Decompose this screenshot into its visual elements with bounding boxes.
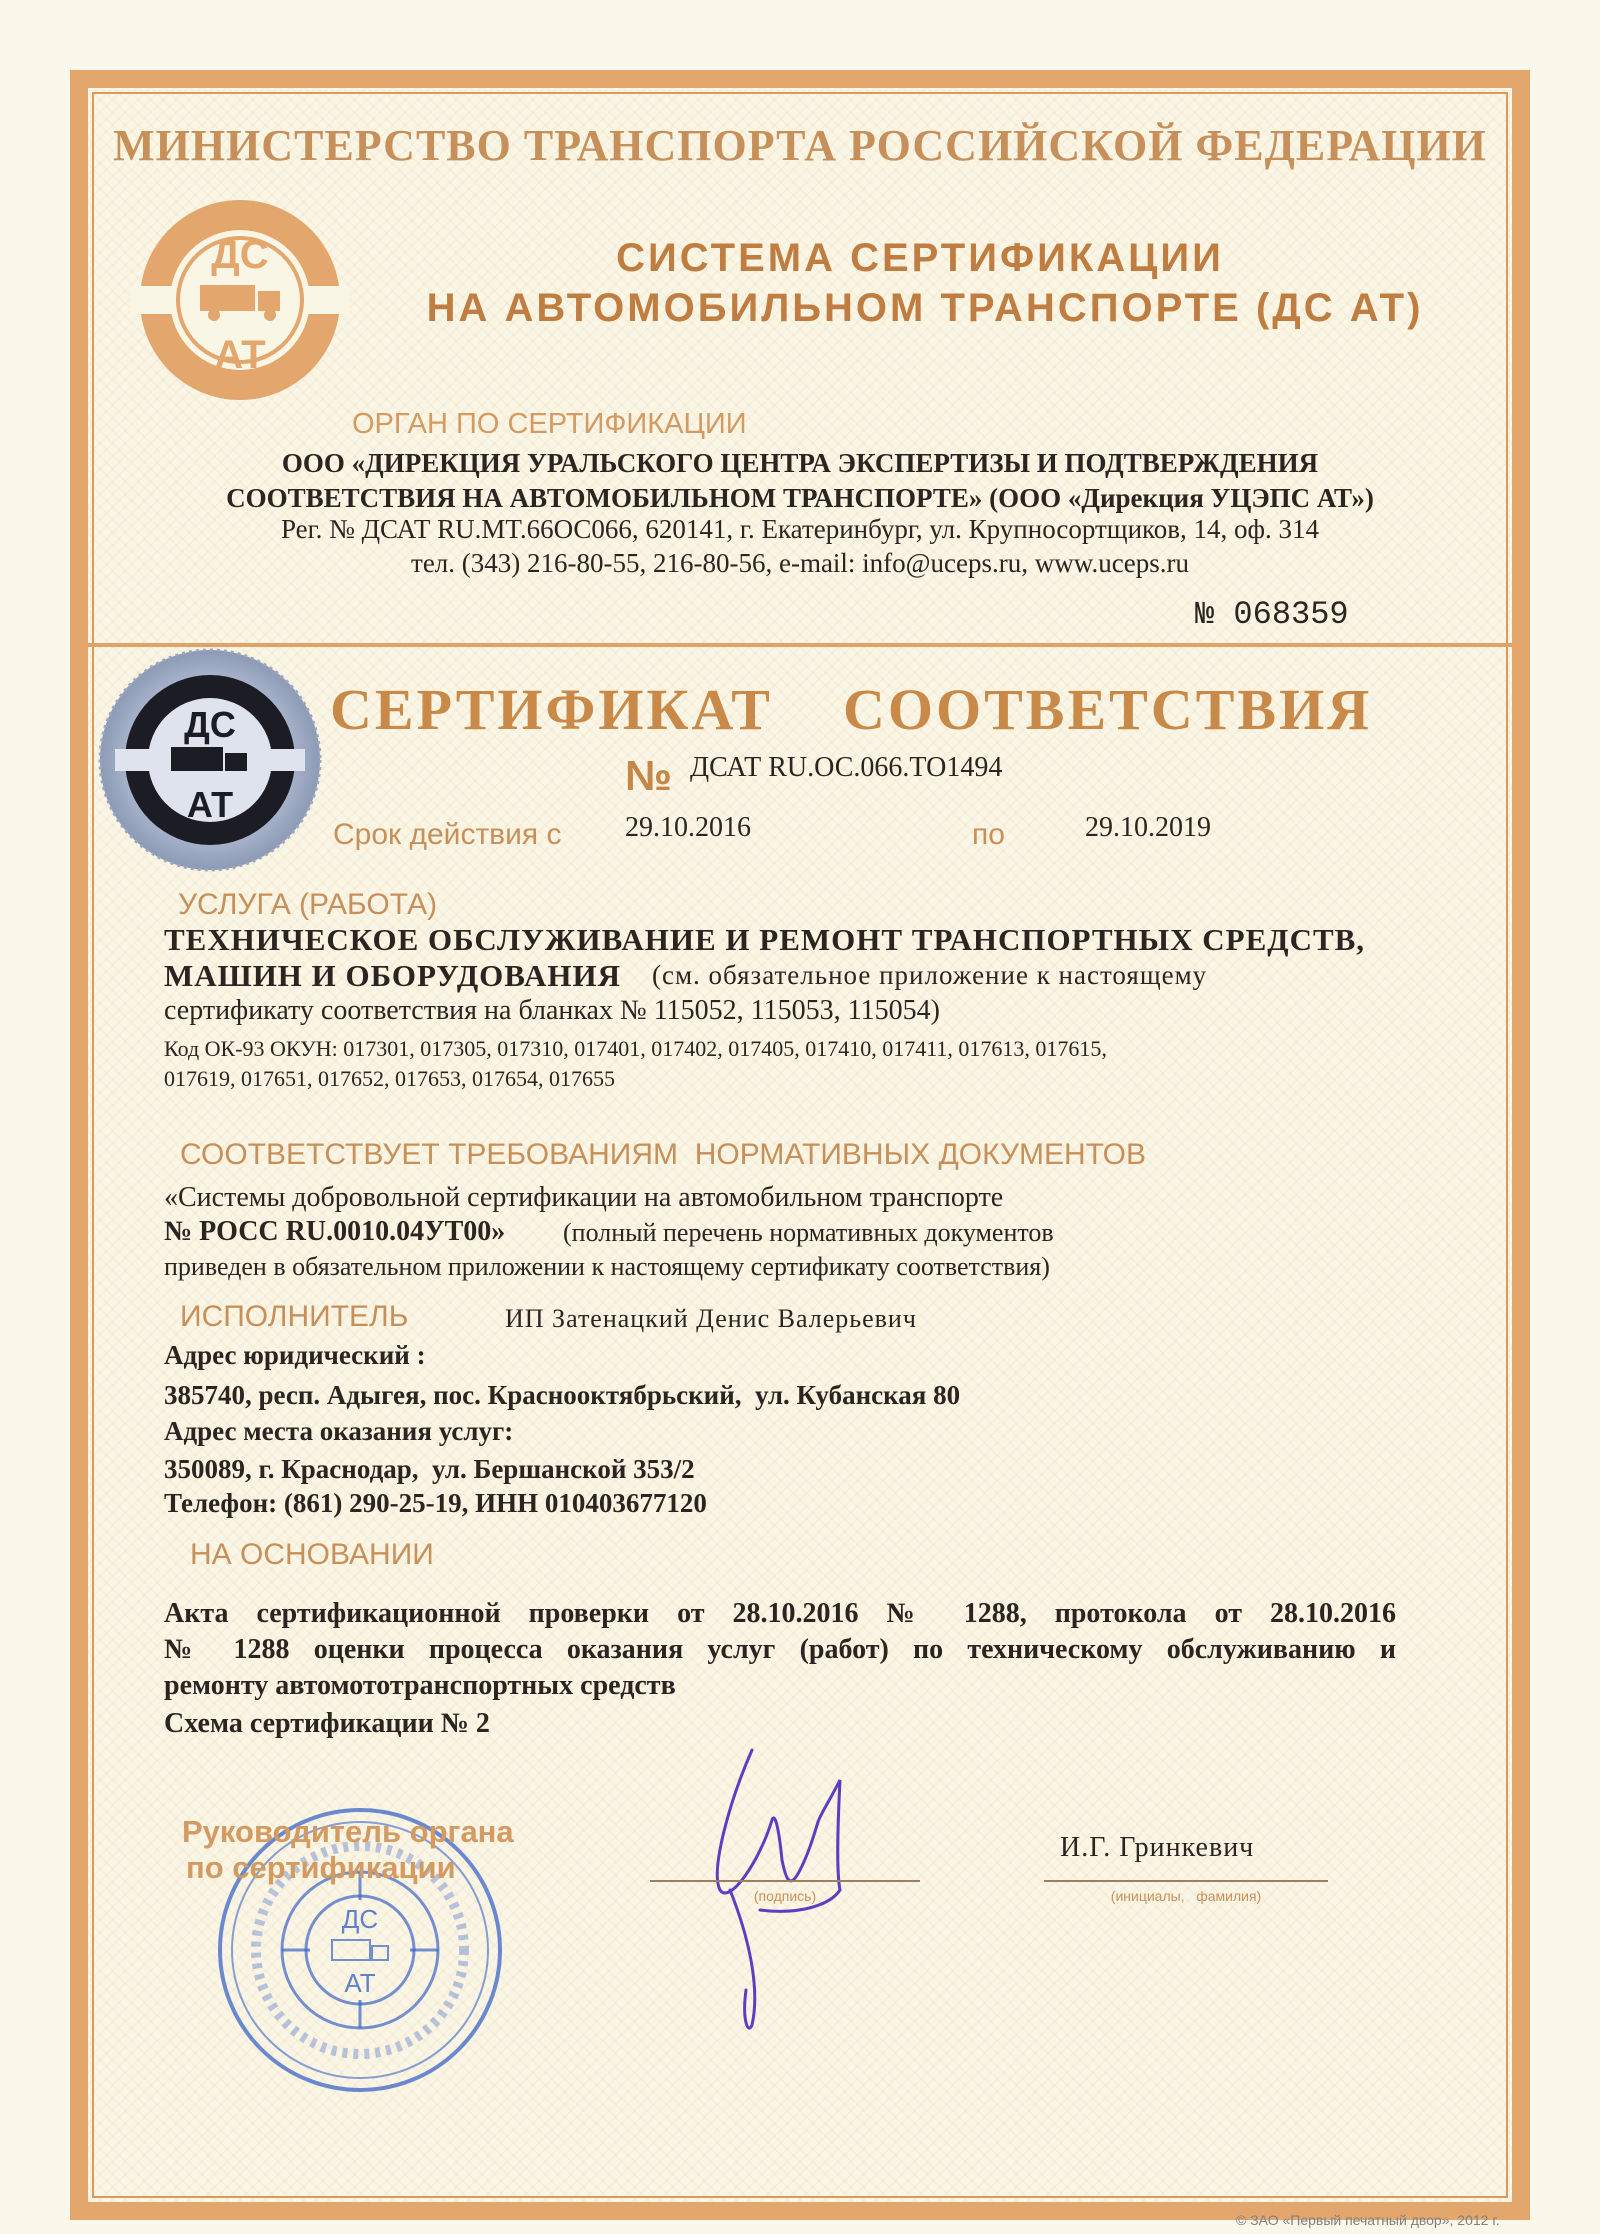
basis-line2: № 1288 оценки процесса оказания услуг (работ) по техническому обслуживанию и	[164, 1634, 1396, 1665]
service-address: 350089, г. Краснодар, ул. Бершанской 353/2	[164, 1454, 695, 1484]
system-title-line2: НА АВТОМОБИЛЬНОМ ТРАНСПОРТЕ (ДС АТ)	[426, 286, 1424, 330]
legal-address-label: Адрес юридический :	[164, 1340, 426, 1370]
valid-to-date: 29.10.2019	[1085, 812, 1211, 843]
basis-label: НА ОСНОВАНИИ	[190, 1538, 434, 1571]
head-name: И.Г. Гринкевич	[1060, 1832, 1255, 1863]
hologram-bottom-text: АТ	[186, 784, 234, 825]
certificate-number: ДСАТ RU.ОС.066.ТО1494	[690, 752, 1003, 783]
executor-name: ИП Затенацкий Денис Валерьевич	[505, 1304, 917, 1333]
organ-name-line1: ООО «ДИРЕКЦИЯ УРАЛЬСКОГО ЦЕНТРА ЭКСПЕРТИЗЫ И ПОДТВЕРЖДЕНИЯ	[281, 448, 1319, 478]
service-address-label: Адрес места оказания услуг:	[164, 1416, 514, 1446]
head-of-body-label-line2: по сертификации	[186, 1850, 456, 1885]
legal-address: 385740, респ. Адыгея, пос. Краснооктябрьский, ул. Кубанская 80	[164, 1380, 961, 1410]
blank-number: № 068359	[1195, 596, 1349, 633]
logo-bottom-text: АТ	[214, 333, 266, 377]
printer-imprint: © ЗАО «Первый печатный двор», 2012 г.	[1236, 2212, 1500, 2228]
organ-name-line2: СООТВЕТСТВИЯ НА АВТОМОБИЛЬНОМ ТРАНСПОРТЕ» (ООО «Дирекция УЦЭПС АТ»)	[226, 483, 1374, 513]
okp-codes-line1: Код ОК-93 ОКУН: 017301, 017305, 017310, 017401, 017402, 017405, 017410, 017411, 017613, 017615,	[164, 1036, 1107, 1061]
signature-line	[650, 1880, 920, 1882]
requirements-line2-bold: № РОСС RU.0010.04УТ00»	[164, 1216, 506, 1247]
service-label: УСЛУГА (РАБОТА)	[178, 888, 438, 921]
organ-contacts: тел. (343) 216-80-55, 216-80-56, e-mail: info@uceps.ru, www.uceps.ru	[411, 548, 1189, 578]
name-caption: (инициалы, фамилия)	[1110, 1888, 1262, 1904]
certificate-title: СЕРТИФИКАТ СООТВЕТСТВИЯ	[330, 677, 1373, 742]
requirements-line3: приведен в обязательном приложении к настоящему сертификату соответствия)	[164, 1252, 1050, 1281]
stamp-bottom-text: АТ	[344, 1968, 376, 1998]
service-line2-bold: МАШИН И ОБОРУДОВАНИЯ	[164, 958, 621, 993]
hologram-seal	[95, 645, 325, 875]
service-line1: ТЕХНИЧЕСКОЕ ОБСЛУЖИВАНИЕ И РЕМОНТ ТРАНСПОРТНЫХ СРЕДСТВ,	[164, 922, 1366, 957]
stamp-top-text: ДС	[341, 1904, 379, 1934]
valid-from-label: Срок действия с	[333, 818, 562, 851]
dsat-logo	[130, 190, 350, 410]
valid-to-label: по	[972, 818, 1005, 851]
service-line3: сертификату соответствия на бланках № 115052, 115053, 115054)	[164, 995, 940, 1026]
basis-line1: Акта сертификационной проверки от 28.10.2016 № 1288, протокола от 28.10.2016	[164, 1598, 1396, 1629]
system-title-line1: СИСТЕМА СЕРТИФИКАЦИИ	[616, 236, 1224, 280]
requirements-line2-rest: (полный перечень нормативных документов	[563, 1218, 1054, 1247]
signature-caption: (подпись)	[753, 1888, 817, 1904]
hologram-top-text: ДС	[184, 704, 236, 745]
requirements-label: СООТВЕТСТВУЕТ ТРЕБОВАНИЯМ НОРМАТИВНЫХ ДОКУМЕНТОВ	[180, 1138, 1146, 1171]
valid-from-date: 29.10.2016	[625, 812, 751, 843]
head-of-body-label-line1: Руководитель органа	[182, 1814, 514, 1849]
certificate-number-label: №	[625, 752, 672, 799]
logo-top-text: ДС	[211, 233, 269, 277]
basis-line4: Схема сертификации № 2	[164, 1708, 490, 1739]
service-line2-rest: (см. обязательное приложение к настоящему	[652, 960, 1208, 990]
organ-registration: Рег. № ДСАТ RU.MT.66ОС066, 620141, г. Екатеринбург, ул. Крупносортщиков, 14, оф. 314	[280, 514, 1320, 544]
organ-label: ОРГАН ПО СЕРТИФИКАЦИИ	[352, 408, 747, 440]
executor-phone: Телефон: (861) 290-25-19, ИНН 010403677120	[164, 1488, 707, 1518]
ministry-title: МИНИСТЕРСТВО ТРАНСПОРТА РОССИЙСКОЙ ФЕДЕРАЦИИ	[113, 121, 1487, 170]
basis-line3: ремонту автомототранспортных средств	[164, 1670, 676, 1701]
okp-codes-line2: 017619, 017651, 017652, 017653, 017654, 017655	[164, 1066, 615, 1091]
executor-label: ИСПОЛНИТЕЛЬ	[180, 1300, 409, 1333]
requirements-line1: «Системы добровольной сертификации на автомобильном транспорте	[164, 1182, 1004, 1213]
name-line	[1044, 1880, 1328, 1882]
